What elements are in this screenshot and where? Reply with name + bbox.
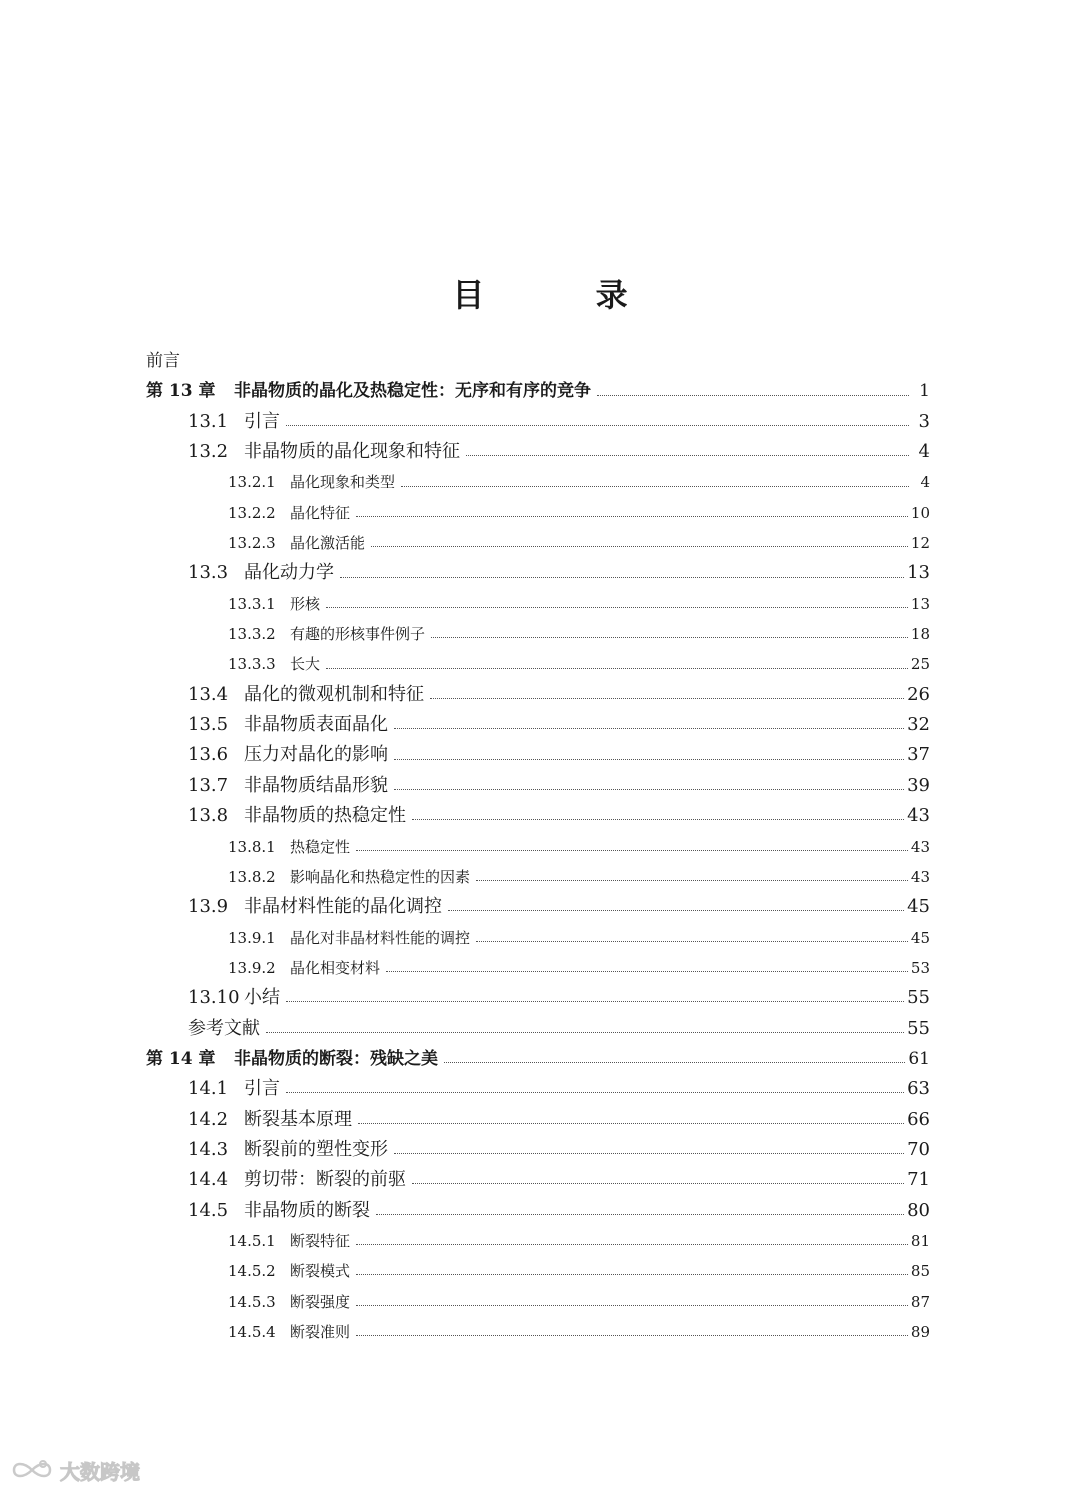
toc-dot-leader	[286, 1000, 904, 1002]
toc-chapter-entry[interactable]	[146, 1044, 930, 1074]
toc-entry-number: 13.8.1	[228, 837, 276, 856]
toc-entry[interactable]	[146, 983, 930, 1013]
toc-entry-number: 第 14 章	[146, 1048, 216, 1069]
toc-entry-number: 13.2.3	[228, 534, 276, 553]
toc-dot-leader	[286, 1091, 904, 1093]
toc-page-number: 37	[907, 744, 930, 766]
toc-entry-label: 断裂准则	[290, 1323, 351, 1341]
toc-dot-leader	[386, 970, 908, 972]
toc-entry-number: 13.2	[188, 441, 229, 463]
toc-dot-leader	[476, 879, 908, 881]
toc-entry-label: 非晶物质的热稳定性	[244, 805, 406, 827]
toc-entry[interactable]	[146, 1226, 930, 1256]
toc-entry[interactable]	[146, 407, 930, 437]
toc-entry-label: 非晶物质的晶化及热稳定性：无序和有序的竞争	[234, 381, 591, 402]
toc-entry-number: 14.5.3	[228, 1292, 276, 1311]
toc-page-number: 10	[910, 503, 930, 522]
toc-entry[interactable]	[146, 1196, 930, 1226]
toc-entry[interactable]	[146, 1105, 930, 1135]
toc-page-number: 18	[910, 625, 930, 644]
toc-entry-label: 晶化动力学	[244, 562, 334, 584]
toc-dot-leader	[266, 1031, 904, 1033]
toc-entry-number: 13.4	[188, 683, 229, 705]
toc-entry-label: 小结	[244, 987, 280, 1009]
toc-entry-number: 13.3.2	[228, 625, 276, 644]
toc-entry-number: 13.3.3	[228, 655, 276, 674]
toc-entry[interactable]	[146, 1014, 930, 1044]
toc-entry[interactable]	[146, 1135, 930, 1165]
toc-dot-leader	[356, 1273, 908, 1275]
toc-page-number: 80	[907, 1199, 930, 1221]
toc-dot-leader	[376, 1213, 904, 1215]
toc-page-number: 12	[910, 534, 930, 553]
toc-page-number: 70	[907, 1138, 930, 1160]
toc-entry-label: 剪切带：断裂的前驱	[244, 1169, 406, 1191]
toc-entry-label: 断裂前的塑性变形	[244, 1138, 388, 1160]
toc-dot-leader	[412, 1182, 904, 1184]
toc-page-number: 66	[907, 1108, 930, 1130]
toc-entry-label: 压力对晶化的影响	[244, 744, 388, 766]
toc-entry[interactable]	[146, 1256, 930, 1286]
toc-entry-label: 断裂特征	[290, 1231, 351, 1250]
toc-entry-label: 晶化激活能	[290, 534, 366, 553]
toc-entry-number: 13.2.1	[228, 473, 276, 492]
toc-entry[interactable]	[146, 649, 930, 679]
toc-entry-number: 14.2	[188, 1108, 229, 1130]
toc-page-number: 45	[910, 928, 930, 947]
table-of-contents	[146, 346, 930, 1347]
toc-entry[interactable]	[146, 953, 930, 983]
toc-dot-leader	[394, 758, 904, 760]
toc-dot-leader	[326, 667, 908, 669]
toc-page-number: 25	[910, 655, 930, 674]
toc-page-number: 43	[907, 805, 930, 827]
toc-page-number: 53	[910, 958, 930, 977]
watermark-text: 大数跨境	[60, 1459, 140, 1484]
toc-page-number: 87	[910, 1292, 930, 1311]
toc-dot-leader	[448, 909, 904, 911]
toc-entry[interactable]	[146, 680, 930, 710]
toc-page-number: 55	[907, 1017, 930, 1039]
toc-entry-label: 晶化对非晶材料性能的调控	[290, 928, 471, 947]
toc-entry-number: 14.3	[188, 1138, 229, 1160]
toc-page-number: 43	[910, 837, 930, 856]
toc-dot-leader	[356, 849, 908, 851]
toc-page-number: 4	[920, 473, 930, 492]
toc-entry-number: 13.9	[188, 896, 229, 918]
toc-entry[interactable]	[146, 1317, 930, 1347]
toc-page-number: 26	[907, 683, 930, 705]
toc-entry-label: 断裂基本原理	[244, 1108, 352, 1130]
toc-entry-label: 晶化的微观机制和特征	[244, 683, 424, 705]
toc-entry-number: 13.6	[188, 744, 229, 766]
toc-dot-leader	[476, 940, 908, 942]
toc-page-number: 61	[908, 1048, 930, 1069]
infinity-logo-icon	[10, 1457, 54, 1483]
toc-entry-number: 14.5.2	[228, 1262, 276, 1281]
toc-dot-leader	[356, 1243, 908, 1245]
toc-entry-number: 13.2.2	[228, 503, 276, 522]
toc-entry[interactable]	[146, 589, 930, 619]
toc-entry-label: 晶化特征	[290, 503, 351, 522]
toc-dot-leader	[466, 454, 909, 456]
toc-entry[interactable]	[146, 437, 930, 467]
toc-dot-leader	[431, 636, 908, 638]
toc-entry-label: 引言	[244, 410, 280, 432]
toc-entry[interactable]	[146, 558, 930, 588]
toc-entry-label: 断裂强度	[290, 1292, 351, 1311]
toc-entry-label: 引言	[244, 1078, 280, 1100]
toc-entry-number: 14.5	[188, 1199, 229, 1221]
toc-page-number: 43	[910, 867, 930, 886]
toc-dot-leader	[340, 576, 904, 578]
toc-entry-number: 13.1	[188, 410, 229, 432]
toc-page-number: 45	[907, 896, 930, 918]
toc-entry[interactable]	[146, 862, 930, 892]
toc-entry-number: 13.3.1	[228, 594, 276, 613]
toc-dot-leader	[430, 697, 904, 699]
toc-dot-leader	[371, 545, 908, 547]
toc-dot-leader	[326, 606, 908, 608]
toc-page-number: 55	[907, 987, 930, 1009]
watermark	[10, 1455, 140, 1485]
toc-page-number: 3	[918, 410, 930, 432]
toc-entry-label: 前言	[146, 351, 180, 371]
toc-entry[interactable]	[146, 771, 930, 801]
toc-page-number: 4	[918, 441, 930, 463]
toc-page-number: 63	[907, 1078, 930, 1100]
toc-dot-leader	[358, 1122, 904, 1124]
toc-entry-label: 非晶物质表面晶化	[244, 714, 388, 736]
toc-entry[interactable]	[146, 346, 930, 376]
toc-entry-number: 14.4	[188, 1169, 229, 1191]
toc-entry-number: 13.10	[188, 987, 240, 1009]
toc-dot-leader	[356, 1304, 908, 1306]
toc-entry[interactable]	[146, 832, 930, 862]
toc-entry[interactable]	[146, 528, 930, 558]
page-title: 目 录	[452, 276, 678, 314]
toc-dot-leader	[394, 1152, 904, 1154]
toc-dot-leader	[401, 485, 909, 487]
toc-page-number: 71	[907, 1169, 930, 1191]
toc-entry-number: 14.5.4	[228, 1323, 276, 1341]
toc-dot-leader	[444, 1061, 905, 1063]
toc-chapter-entry[interactable]	[146, 376, 930, 406]
toc-entry-label: 非晶物质的晶化现象和特征	[244, 441, 460, 463]
toc-entry[interactable]	[146, 619, 930, 649]
toc-page-number: 13	[907, 562, 930, 584]
toc-dot-leader	[597, 394, 909, 396]
toc-entry-label: 非晶物质的断裂：残缺之美	[234, 1048, 438, 1069]
toc-entry[interactable]	[146, 498, 930, 528]
toc-page-number: 39	[907, 774, 930, 796]
toc-entry-number: 13.8.2	[228, 867, 276, 886]
toc-page-number: 89	[910, 1323, 930, 1341]
toc-entry[interactable]	[146, 1074, 930, 1104]
toc-entry-label: 非晶物质结晶形貌	[244, 774, 388, 796]
toc-entry-number: 13.8	[188, 805, 229, 827]
toc-entry-label: 非晶材料性能的晶化调控	[244, 896, 442, 918]
toc-entry-label: 晶化相变材料	[290, 958, 381, 977]
toc-dot-leader	[394, 727, 904, 729]
toc-entry-label: 断裂模式	[290, 1262, 351, 1281]
toc-entry-number: 13.7	[188, 774, 229, 796]
toc-entry-number: 第 13 章	[146, 381, 216, 402]
toc-entry-label: 非晶物质的断裂	[244, 1199, 370, 1221]
toc-entry-label: 有趣的形核事件例子	[290, 625, 426, 644]
toc-entry-number: 13.9.1	[228, 928, 276, 947]
toc-entry[interactable]	[146, 892, 930, 922]
toc-entry-number: 14.5.1	[228, 1231, 276, 1250]
toc-entry-label: 热稳定性	[290, 837, 351, 856]
toc-page-number: 85	[910, 1262, 930, 1281]
toc-entry[interactable]	[146, 740, 930, 770]
toc-entry[interactable]	[146, 1165, 930, 1195]
toc-entry-label: 参考文献	[188, 1017, 260, 1039]
toc-entry-label: 影响晶化和热稳定性的因素	[290, 867, 471, 886]
toc-dot-leader	[394, 788, 904, 790]
toc-page-number: 13	[910, 594, 930, 613]
toc-page-number: 1	[919, 381, 930, 402]
toc-entry[interactable]	[146, 801, 930, 831]
toc-entry-number: 13.5	[188, 714, 229, 736]
toc-entry-label: 晶化现象和类型	[290, 473, 396, 492]
toc-dot-leader	[286, 424, 909, 426]
toc-page-number: 32	[907, 714, 930, 736]
toc-entry-number: 13.3	[188, 562, 229, 584]
toc-entry-number: 14.1	[188, 1078, 229, 1100]
toc-entry[interactable]	[146, 710, 930, 740]
toc-dot-leader	[356, 1334, 908, 1336]
toc-entry-label: 长大	[290, 655, 321, 674]
toc-entry[interactable]	[146, 467, 930, 497]
toc-entry[interactable]	[146, 923, 930, 953]
toc-entry-number: 13.9.2	[228, 958, 276, 977]
toc-dot-leader	[412, 818, 904, 820]
toc-page-number: 81	[910, 1231, 930, 1250]
toc-dot-leader	[356, 515, 908, 517]
toc-entry-label: 形核	[290, 594, 321, 613]
toc-entry[interactable]	[146, 1287, 930, 1317]
